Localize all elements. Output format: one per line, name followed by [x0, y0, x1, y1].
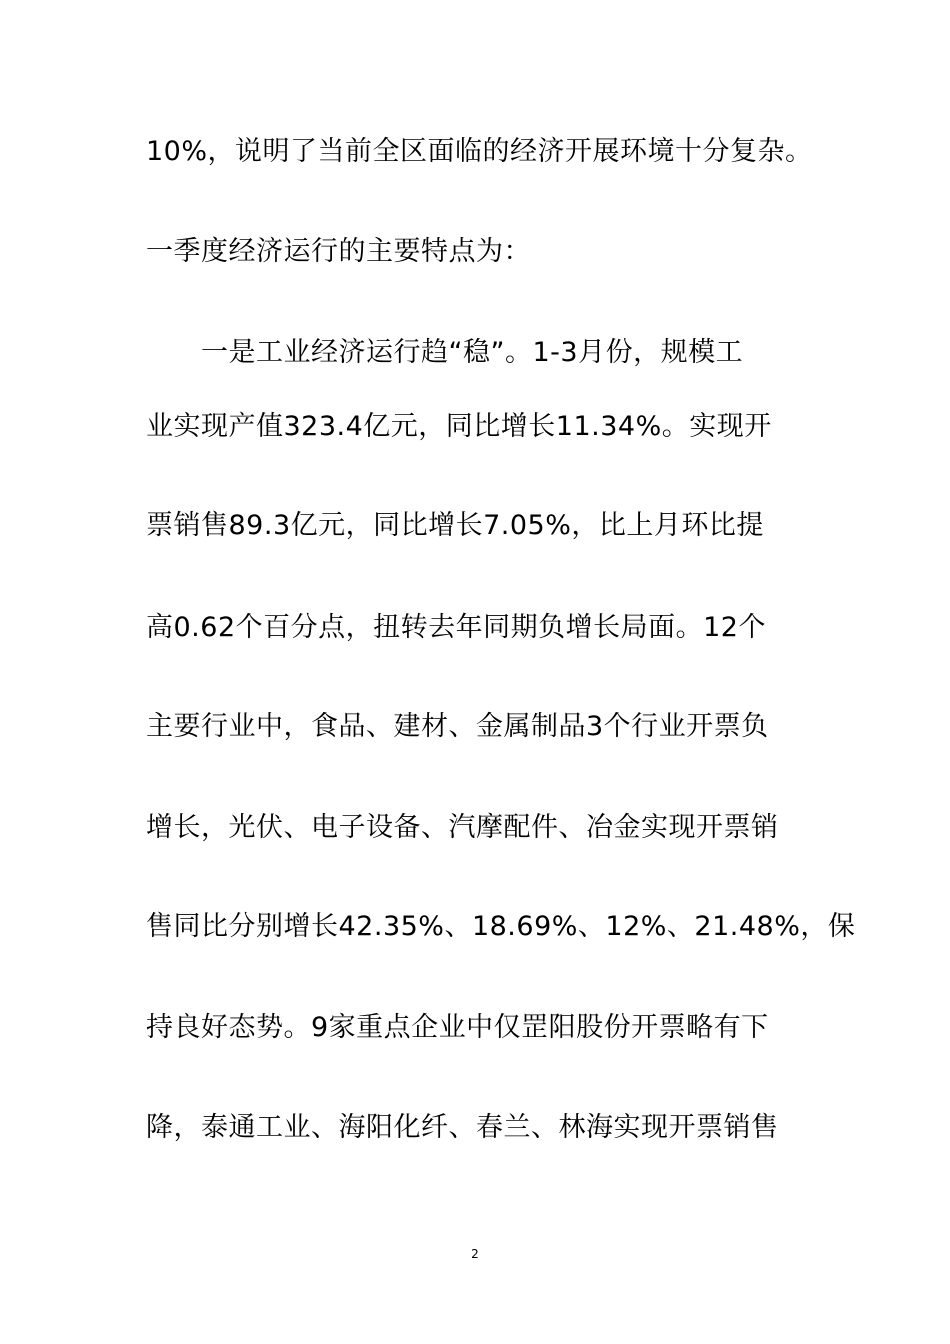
page-number: 2 — [471, 1247, 479, 1261]
text-line: 售同比分别增长42.35%、18.69%、12%、21.48%，保 — [146, 911, 856, 942]
text-line: 10%，说明了当前全区面临的经济开展环境十分复杂。 — [146, 136, 813, 167]
text-line: 票销售89.3亿元，同比增长7.05%，比上月环比提 — [146, 510, 764, 541]
text-line: 持良好态势。9家重点企业中仅罡阳股份开票略有下 — [146, 1012, 769, 1043]
text-line: 主要行业中，食品、建材、金属制品3个行业开票负 — [146, 711, 769, 742]
text-line: 增长，光伏、电子设备、汽摩配件、冶金实现开票销 — [146, 812, 779, 843]
text-line: 高0.62个百分点，扭转去年同期负增长局面。12个 — [146, 612, 766, 643]
text-line: 一季度经济运行的主要特点为： — [146, 236, 531, 267]
text-line: 业实现产值323.4亿元，同比增长11.34%。实现开 — [146, 411, 772, 442]
text-line: 一是工业经济运行趋“稳”。1-3月份，规模工 — [146, 337, 744, 368]
text-line: 降，泰通工业、海阳化纤、春兰、林海实现开票销售 — [146, 1112, 779, 1143]
